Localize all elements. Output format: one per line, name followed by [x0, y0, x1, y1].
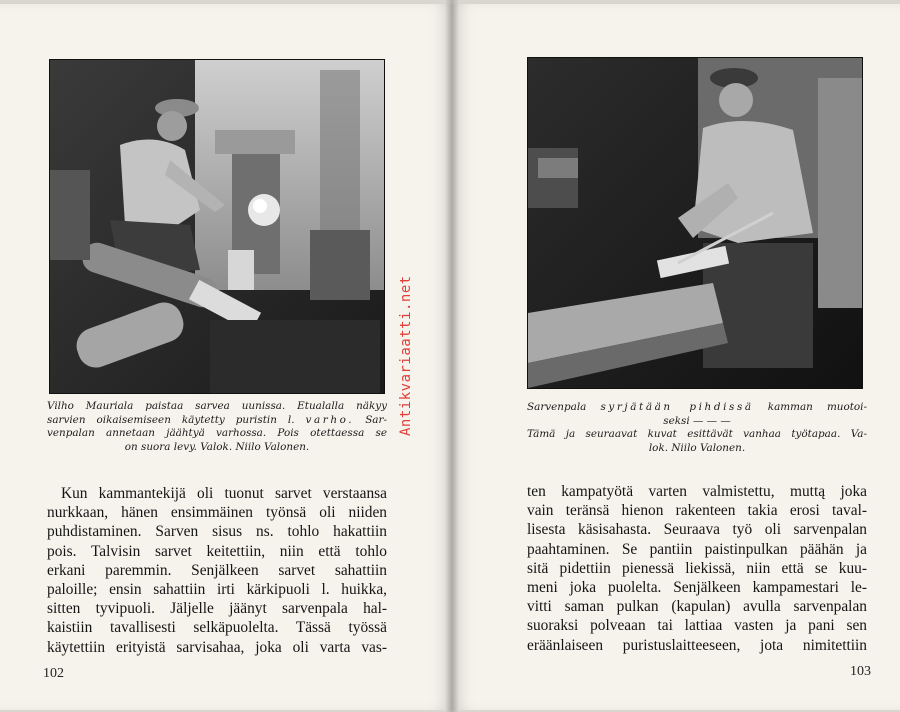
caption-line: venpalan annetaan jäähtyä varhossa. Pois otettaessa se — [47, 427, 387, 440]
body-line: sitä pidettiin pienessä liekissä, niin että se kuu- — [527, 559, 867, 577]
body-line: paahtaminen. Se pantiin paistinpulkan päähän ja — [527, 540, 867, 558]
body-line: erkani paremmin. Senjälkeen sarvet sahattiin — [47, 561, 387, 579]
body-line: pois. Talvisin sarvet keitettiin, niin että tohlo — [47, 542, 387, 560]
caption-line: Vilho Mauriala paistaa sarvea uunissa. Etualalla näkyy — [47, 400, 387, 412]
body-line: suoraksi polveaan tai lattiaa vasten ja pani sen — [527, 617, 867, 635]
left-photo-craftsman-at-oven — [49, 59, 385, 394]
body-line: vitti saman pulkan (kapulan) avulla sarvenpalan — [527, 598, 867, 616]
caption-line: seksi — — — — [663, 414, 731, 427]
body-line: meni joka puolelta. Senjälkeen kampamestari le- — [527, 579, 867, 597]
body-line: ten kampatyötä varten valmistettu, muttą joka — [527, 483, 867, 500]
body-line: käytettiin erityistä sarvisahaa, joka oli varta vas- — [47, 638, 387, 656]
caption-line: Tämä ja seuraavat kuvat esittävät vanhaa työtapaa. Va- — [527, 428, 867, 441]
caption-text: kamman muotoi- — [767, 401, 868, 413]
caption-line-credit: lok. Niilo Valonen. — [648, 441, 746, 454]
left-photo-caption — [47, 400, 387, 454]
body-line: lisesta käsisahasta. Seuraava työ oli sarvenpalan — [527, 521, 867, 539]
caption-line-with-spaced-term — [47, 414, 387, 428]
body-line: sitten tyvipuoli. Jäljelle jäänyt sarvenpala hal- — [47, 600, 387, 618]
body-line: eräänlaiseen puristuslaitteeseen, jota nimitettiin — [527, 636, 867, 654]
left-photo-graphic — [50, 60, 384, 393]
book-gutter-shadow — [445, 0, 459, 712]
right-photo-craftsman-with-tongs — [527, 57, 863, 389]
right-page-number: 103 — [850, 664, 871, 679]
right-photo-caption — [527, 401, 867, 455]
caption-spaced-term: syrjätään pihdissä — [600, 401, 754, 413]
body-line: Kun kammantekijä oli tuonut sarvet verstaansa — [61, 485, 387, 502]
caption-line-with-spaced-term — [527, 401, 867, 415]
body-line: vain teränsä hienon rakenteen takia erosi taval- — [527, 502, 867, 520]
right-body-text — [527, 482, 867, 655]
caption-text: sarvien oikaisemiseen käytetty puristin l. — [47, 413, 295, 426]
caption-text: Sarvenpala — [527, 401, 587, 413]
caption-spaced-term: varho. — [305, 413, 355, 426]
watermark-text: Antikvariaatti.net — [398, 275, 414, 436]
left-body-text — [47, 484, 387, 657]
left-page-number: 102 — [43, 666, 64, 681]
body-line: kaistiin tavallisesti selkäpuolelta. Tässä työssä — [47, 619, 387, 637]
body-line: nurkkaan, hänen ensimmäinen työnsä oli niiden — [47, 504, 387, 522]
caption-line-credit: on suora levy. Valok. Niilo Valonen. — [124, 440, 310, 453]
right-photo-graphic — [528, 58, 862, 388]
body-line: puhdistaminen. Sarven sisus ns. tohlo hakattiin — [47, 523, 387, 541]
caption-text: Sar- — [365, 413, 387, 426]
body-line: paloille; ensin sahattiin irti kärkipuoli l. huikka, — [47, 581, 387, 599]
